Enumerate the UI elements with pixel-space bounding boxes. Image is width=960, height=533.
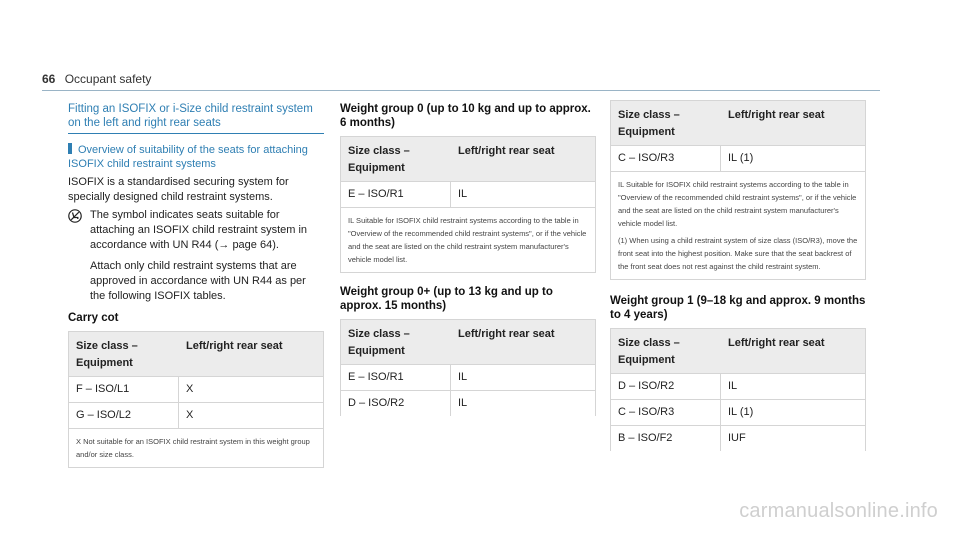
page-number: 66 [42,72,56,86]
cell-seat: IL [728,380,738,392]
cell-size-class: D – ISO/R2 [611,374,721,399]
table-row [611,373,865,399]
group-1-table [610,328,866,451]
header-seat: Left/right rear seat [186,340,283,352]
table-row [341,364,595,390]
carry-cot-table [68,331,324,468]
header-size-class: Size class – Equipment [618,337,680,366]
table-row [341,181,595,207]
group-0-table [340,136,596,273]
table-row [69,402,323,428]
cell-size-class: E – ISO/R1 [341,182,451,207]
section-heading: Fitting an ISOFIX or i-Size child restraint system on the left and right rear seats [68,102,324,134]
table-row [611,399,865,425]
table-header-row [69,332,323,376]
note-line-1: The symbol indicates seats suitable for attaching an ISOFIX child restraint system in accordance with UN R44 (→ page 64). [90,209,308,251]
cell-seat: X [186,383,194,395]
group-0-plus-continued-table [610,100,866,280]
cell-seat: IL (1) [728,152,754,164]
heading-group-0: Weight group 0 (up to 10 kg and up to approx. 6 months) [340,103,591,129]
intro-text: ISOFIX is a standardised securing system for specially designed child restraint systems. [68,176,289,203]
table-row [611,425,865,451]
cell-seat: IL [458,397,468,409]
column-1 [68,100,324,468]
column-2 [340,100,596,416]
cell-size-class: B – ISO/F2 [611,426,721,451]
heading-marker [68,143,72,154]
cell-size-class: C – ISO/R3 [611,146,721,171]
header-seat: Left/right rear seat [728,109,825,121]
table-footnote: X Not suitable for an ISOFIX child restraint system in this weight group and/or size class. [69,428,323,467]
header-size-class: Size class – Equipment [348,328,410,357]
cell-seat: X [186,409,194,421]
table-row [611,145,865,171]
column-3 [610,100,866,451]
page-header [42,72,151,86]
cell-seat: IL (1) [728,406,754,418]
table-footnote: IL Suitable for ISOFIX child restraint systems according to the table in "Overview of the recommended child restraint systems", or if the vehicle and the seat are listed on the child restraint system manufacturer's vehicle model list. [341,207,595,272]
cell-size-class: G – ISO/L2 [69,403,179,428]
group-0-plus-table [340,319,596,416]
sub-heading-text: Overview of suitability of the seats for attaching ISOFIX child restraint systems [68,144,308,170]
header-size-class: Size class – Equipment [618,109,680,138]
table-row [341,390,595,416]
table-header-row [611,101,865,145]
sub-heading [68,143,324,171]
table-footnotes [611,171,865,279]
note-line-2: Attach only child restraint systems that are approved in accordance with UN R44 as per the following ISOFIX tables. [90,260,306,302]
cell-seat: IL [458,371,468,383]
header-seat: Left/right rear seat [458,328,555,340]
cell-seat: IL [458,188,468,200]
header-divider [42,90,880,91]
table-row [69,376,323,402]
page-section-title: Occupant safety [64,72,152,86]
table-header-row [341,320,595,364]
cell-size-class: F – ISO/L1 [69,377,179,402]
isofix-seat-icon [68,208,90,304]
isofix-note [68,208,324,304]
cell-size-class: C – ISO/R3 [611,400,721,425]
header-size-class: Size class – Equipment [76,340,138,369]
header-seat: Left/right rear seat [728,337,825,349]
header-size-class: Size class – Equipment [348,145,410,174]
heading-group-0-plus: Weight group 0+ (up to 13 kg and up to approx. 15 months) [340,286,553,312]
footnote-il: IL Suitable for ISOFIX child restraint systems according to the table in "Overview of the recommended child restraint systems", or if the vehicle and the seat are listed on the child restraint system manufacturer's vehicle model list. [618,180,857,228]
table-heading-carry-cot: Carry cot [68,312,119,324]
cell-size-class: E – ISO/R1 [341,365,451,390]
watermark: carmanualsonline.info [739,500,938,522]
footnote-1: (1) When using a child restraint system of size class (ISO/R3), move the front seat into the highest position. Make sure that the seat backrest of the front seat does not rest against the child restraint system. [618,236,858,271]
header-seat: Left/right rear seat [458,145,555,157]
cell-size-class: D – ISO/R2 [341,391,451,416]
cell-seat: IUF [728,432,746,444]
table-header-row [611,329,865,373]
heading-group-1: Weight group 1 (9–18 kg and approx. 9 months to 4 years) [610,295,866,321]
table-header-row [341,137,595,181]
